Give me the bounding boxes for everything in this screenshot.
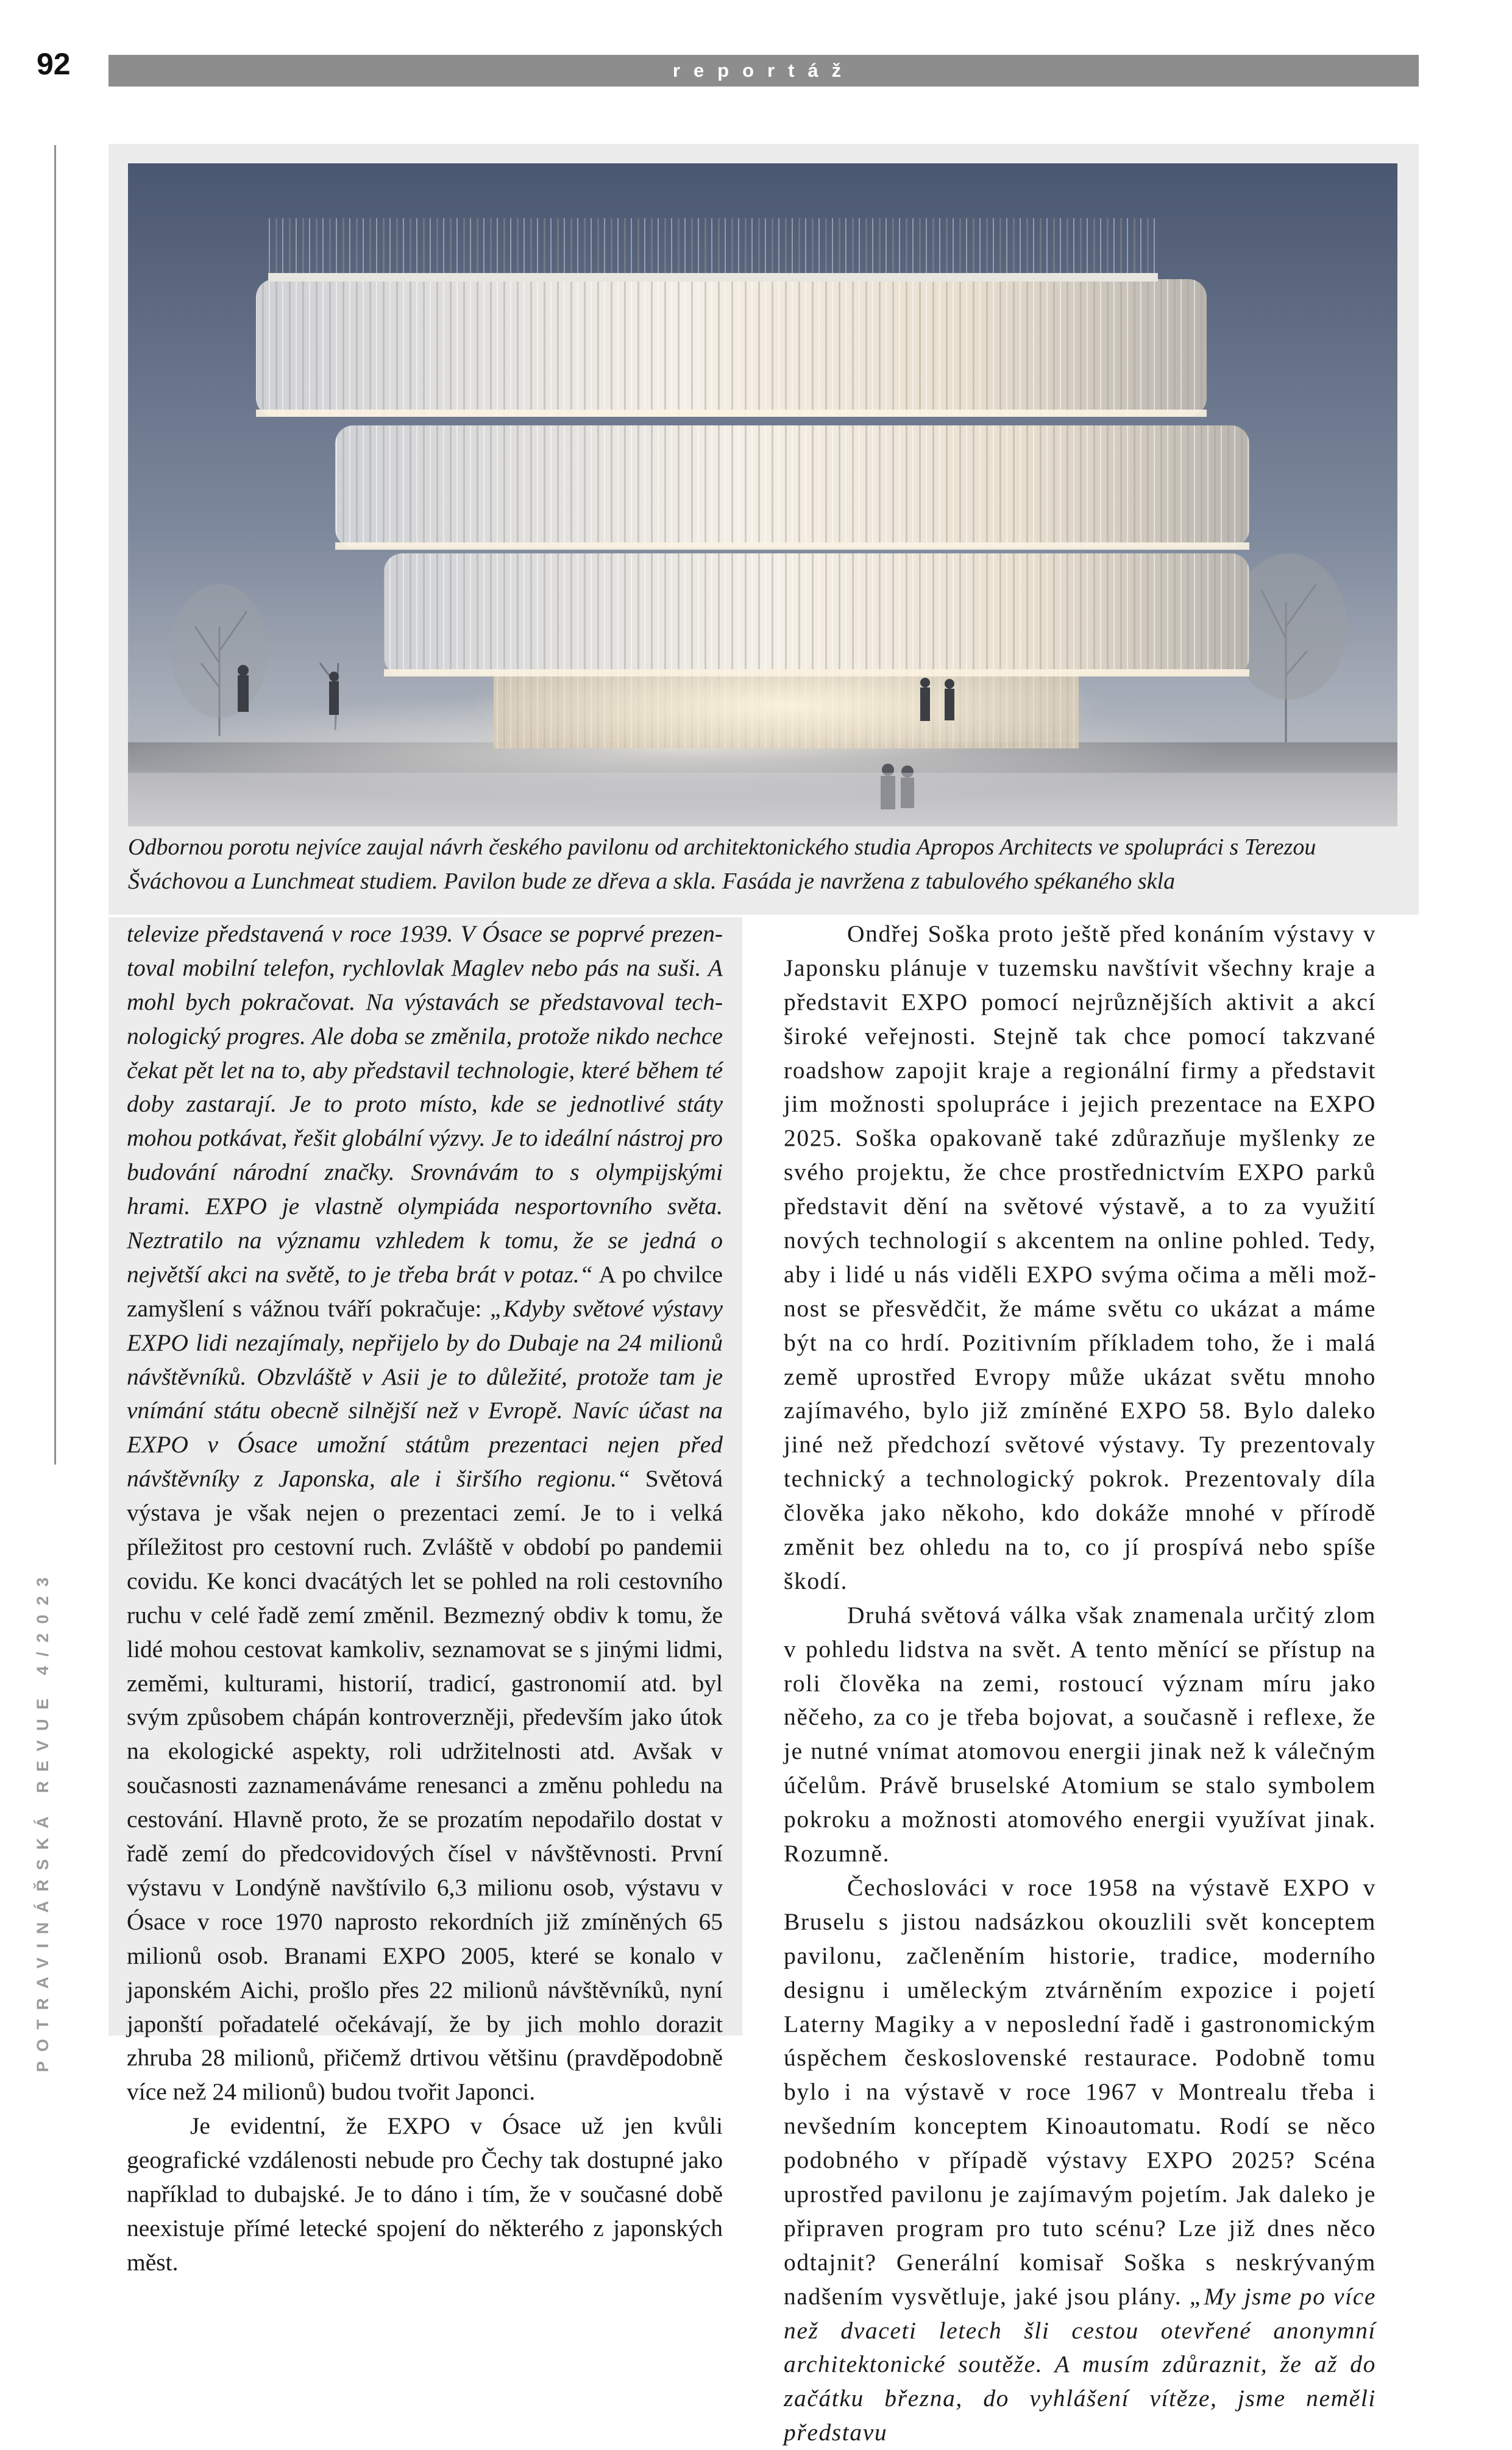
paragraph (784, 1871, 1376, 2450)
quote-text: „My jsme po více než dvaceti letech šli cestou otevřené anonymní architektonické soutěže. A musím zdůraznit, že až do začátku března, do vyhlášení vítěze, jsme neměli představu (784, 2282, 1376, 2446)
paragraph: Ondřej Soška proto ještě před konáním výstavy v Japonsku plánuje v tuzemsku navštívit všechny kraje a představit EXPO pomocí nejrůznějších aktivit a akcí široké veřejnosti. Stejně tak chce pomocí takzvané roadshow zapojit kraje a regionální firmy a představit jim možnosti spolupráce i jejich prezentace na EXPO 2025. Soška opakovaně také zdůrazňuje myšlenky ze svého projektu, že chce prostřednictvím EXPO parků představit dění na světové výstavě, a to za využití nových technologií s akcentem na online pohled. Tedy, aby i lidé u nás viděli EXPO svýma očima a měli možnost se přesvědčit, že máme světu co ukázat a máme být na co hrdí. Pozitivním příkladem toho, že i malá země uprostřed Evropy může ukázat světu mnoho zajímavého, bylo již zmíněné EXPO 58. Bylo daleko jiné než předchozí světové výstavy. Ty prezentovaly technický a technologický pokrok. Prezentovaly díla člověka jako někoho, kdo dokáže mnohé v přírodě změnit bez ohledu na to, co jí prospívá nebo spíše škodí. (784, 920, 1376, 1594)
page-number: 92 (37, 47, 71, 81)
quote-text: televize představená v roce 1939. V Ósace se poprvé prezentoval mobilní telefon, rychlovlak Maglev nebo pás na suši. A mohl bych pokračovat. Na výstavách se představoval technologický progres. Ale doba se změnila, protože nikdo nechce čekat pět let na to, aby představil technologie, které během té doby zastarají. Je to proto místo, kde se jednotlivé státy mohou potkávat, řešit globální výzvy. Je to ideální nástroj pro budování národní značky. Srovnávám to s olympijskými hrami. EXPO je vlastně olympiáda nesportovního světa. Neztratilo na významu vzhledem k tomu, že se jedná o největší akci na světě, to je třeba brát v potaz.“ (127, 920, 723, 1288)
paragraph: Je evidentní, že EXPO v Ósace už jen kvůli geografické vzdálenosti nebude pro Čechy tak dostupné jako například to dubajské. Je to dáno i tím, že v současné době neexistuje přímé letecké spojení do některého z japonských měst. (127, 2112, 723, 2276)
paragraph: Druhá světová válka však znamenala určitý zlom v pohledu lidstva na svět. A tento měnící se přístup na roli člověka na zemi, rostoucí význam míru jako něčeho, za co je třeba bojovat, a současně i reflexe, že je nutné vnímat atomovou energii jinak než k válečným účelům. Právě bruselské Atomium se stalo symbolem pokroku a možnosti atomového energii využívat jinak. Rozumně. (784, 1601, 1376, 1867)
body-text: Světová výstava je však nejen o prezentaci zemí. Je to i velká příležitost pro cestovní ruch. Zvláště v období po pandemii covidu. Ke konci dvacátých let se pohled na roli cestovního ruchu v celé řadě zemí změnil. Bezmezný obdiv k tomu, že lidé mohou cestovat kamkoliv, seznamovat se s jinými lidmi, zeměmi, kulturami, historií, tradicí, gastronomií atd. byl svým způsobem chápán kontroverzněji, především jako útok na ekologické aspekty, roli udržitelnosti atd. Avšak v současnosti zaznamenáváme renesanci a změnu pohledu na cestování. Hlavně proto, že se prozatím nepodařilo dostat v řadě zemí do předcovidových čísel v návštěvnosti. První výstavu v Londýně navštívilo 6,3 milionu osob, výstavu v Ósace v roce 1970 naprosto rekordních již zmíněných 65 milionů osob. Branami EXPO 2005, které se konalo v japonském Aichi, prošlo přes 22 milionů návštěvníků, nyní japonští pořadatelé očekávají, že by jich mohlo dorazit zhruba 28 milionů, přičemž drtivou většinu (pravděpodobně více než 24 milionů) budou tvořit Japonci. (127, 1465, 723, 2106)
pavilion-rendering (128, 163, 1397, 826)
side-rule (54, 145, 56, 1465)
section-header: reportáž (108, 55, 1419, 87)
body-text: A po chvilce zamyšlení s vážnou tváří pokračuje: (127, 1260, 723, 1322)
paragraph (127, 917, 723, 2109)
publication-name: POTRAVINÁŘSKÁ REVUE 4/2023 (34, 1568, 52, 2072)
body-text: Čechoslováci v roce 1958 na výstavě EXPO v Bruselu s jistou nadsázkou okouzlili svět konceptem pavilonu, začleněním historie, tradice, moderního designu i uměleckým ztvárněním expozice i pojetí Laterny Magiky a v neposlední řadě i gastronomickým úspěchem československé restaurace. Podobně tomu bylo i na výstavě v roce 1967 v Montrealu třeba i nevšedním konceptem Kinoautomatu. Rodí se něco podobného v případě výstavy EXPO 2025? Scéna uprostřed pavilonu je zajímavým pojetím. Jak daleko je připraven program pro tuto scénu? Lze již dnes něco odtajnit? Generální komisař Soška s neskrývaným nadšením vysvětluje, jaké jsou plány. (784, 1873, 1376, 2310)
quote-text: „Kdyby světové výstavy EXPO lidi nezajímaly, nepřijelo by do Dubaje na 24 milionů návštěvníků. Obzvláště v Asii je to důležité, protože tam je vnímání státu obecně silnější než v Evropě. Navíc účast na EXPO v Ósace umožní státům prezentaci nejen před návštěvníky z Japonska, ale i širšího regionu.“ (127, 1294, 723, 1493)
figure-caption: Odbornou porotu nejvíce zaujal návrh českého pavilonu od architektonického studia Apropos Architects ve spolupráci s Terezou Šváchovou a Lunchmeat studiem. Pavilon bude ze dřeva a skla. Fasáda je navržena z tabulového spékaného skla (128, 834, 1316, 895)
article-column-left (108, 917, 742, 2276)
article-column-right (767, 917, 1400, 2446)
